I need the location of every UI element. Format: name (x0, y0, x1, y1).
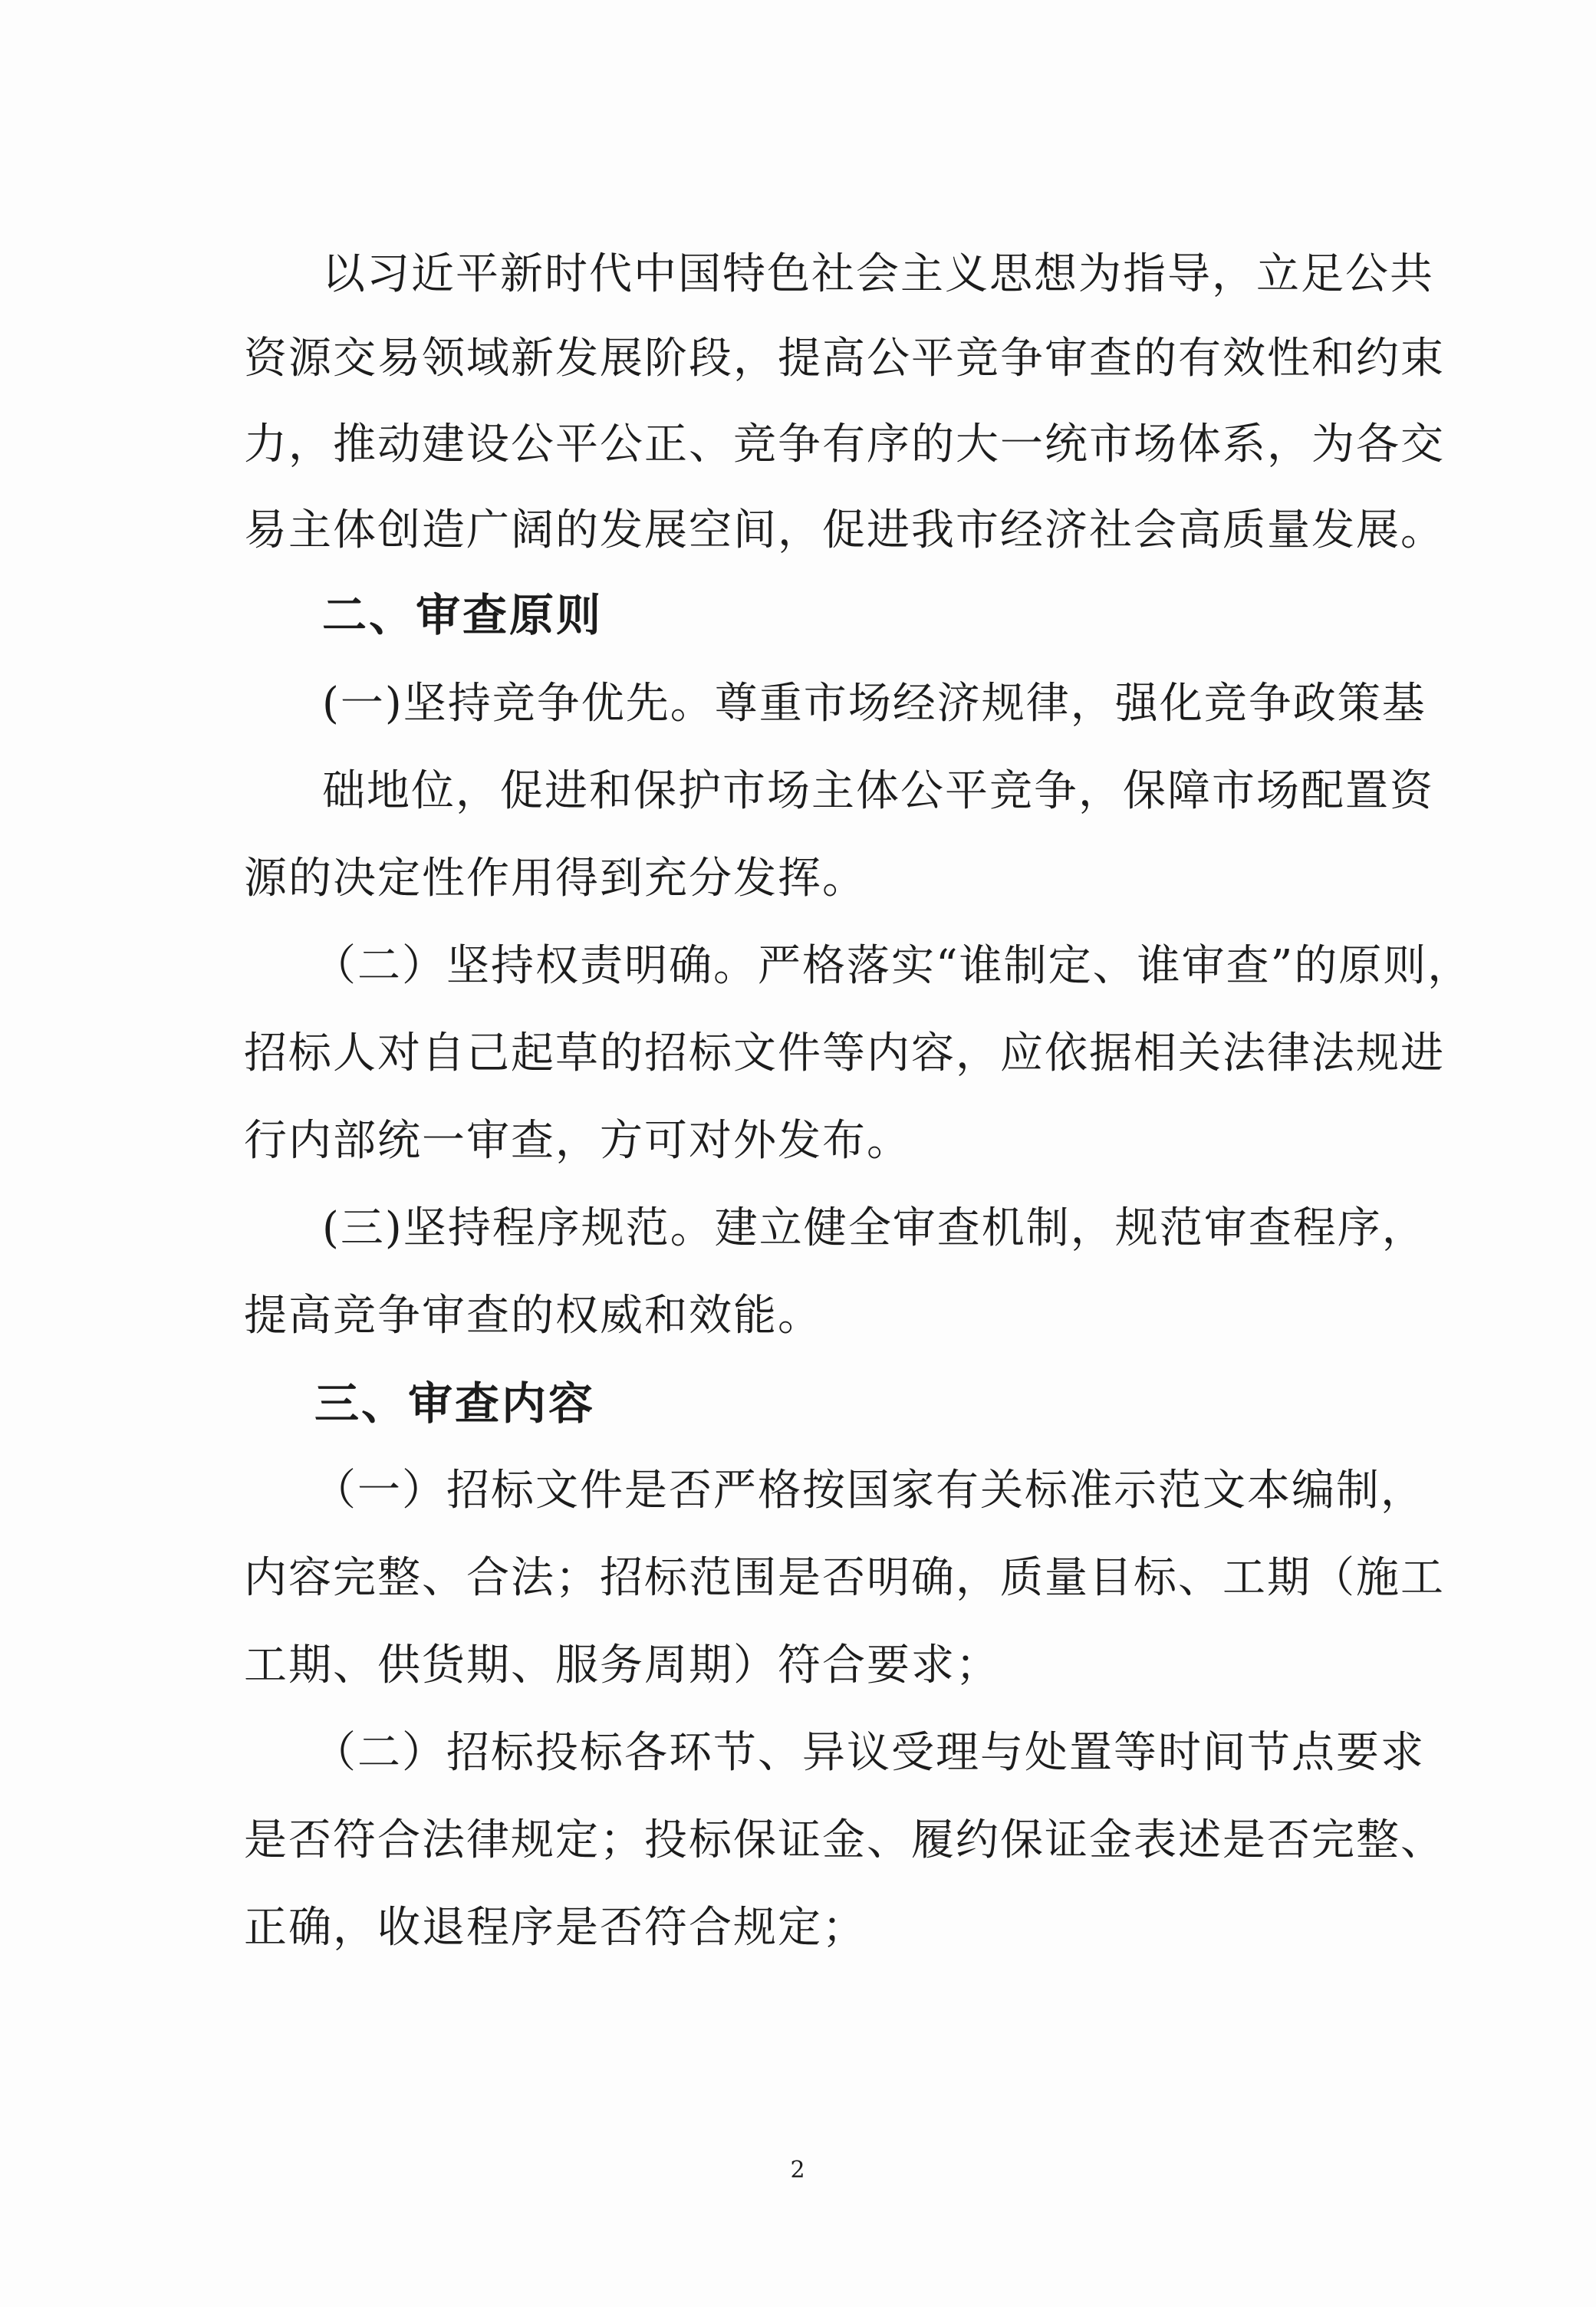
text-line: (一)坚持竞争优先。尊重市场经济规律，强化竞争政策基 (322, 679, 1427, 729)
page-number: 2 (790, 2157, 805, 2184)
text-line: （二）坚持权责明确。严格落实“谁制定、谁审查”的原则， (313, 941, 1473, 991)
text-line: （一）招标文件是否严格按国家有关标准示范文本编制， (313, 1466, 1425, 1516)
section-heading: 二、审查原则 (322, 589, 604, 641)
text-line: 正确，收退程序是否符合规定； (244, 1903, 867, 1953)
text-line: 工期、供货期、服务周期）符合要求； (244, 1641, 1000, 1690)
text-line: 内容完整、合法；招标范围是否明确，质量目标、工期（施工 (244, 1553, 1445, 1603)
section-heading: 三、审查内容 (314, 1377, 596, 1430)
text-line: 力，推动建设公平公正、竞争有序的大一统市场体系，为各交 (244, 420, 1445, 469)
text-line: 础地位，促进和保护市场主体公平竞争，保障市场配置资 (322, 766, 1434, 816)
text-line: 资源交易领域新发展阶段，提高公平竞争审查的有效性和约束 (244, 334, 1445, 383)
text-line: 以习近平新时代中国特色社会主义思想为指导，立足公共 (322, 249, 1434, 299)
text-line: (三)坚持程序规范。建立健全审查机制，规范审查程序， (322, 1203, 1427, 1253)
text-line: 提高竞争审查的权威和效能。 (244, 1291, 822, 1341)
text-line: 是否符合法律规定；投标保证金、履约保证金表述是否完整、 (244, 1815, 1445, 1865)
text-line: 招标人对自己起草的招标文件等内容，应依据相关法律法规进 (244, 1028, 1445, 1078)
text-line: 源的决定性作用得到充分发挥。 (244, 854, 867, 903)
text-line: （二）招标投标各环节、异议受理与处置等时间节点要求 (313, 1728, 1425, 1778)
text-line: 易主体创造广阔的发展空间，促进我市经济社会高质量发展。 (244, 505, 1445, 555)
text-line: 行内部统一审查，方可对外发布。 (244, 1116, 911, 1166)
